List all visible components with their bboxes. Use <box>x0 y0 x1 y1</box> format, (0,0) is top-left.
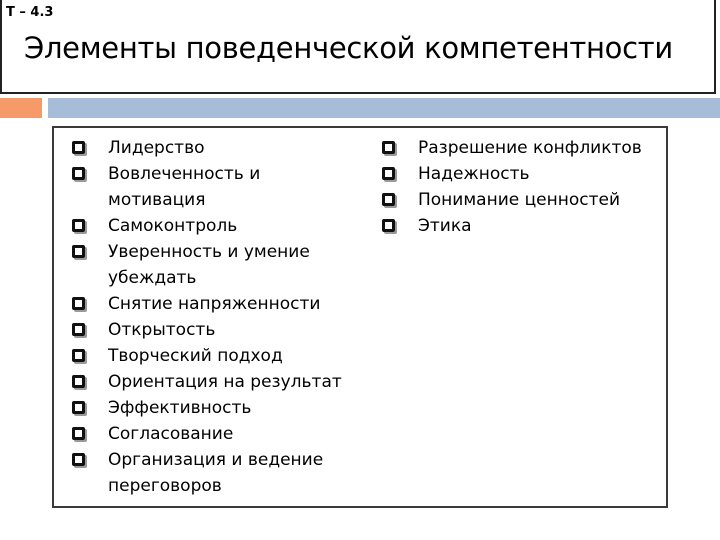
slide-code: T – 4.3 <box>6 5 54 20</box>
checkbox-square-bullet-icon <box>72 427 85 440</box>
list-item-label: Лидерство <box>108 138 205 158</box>
list-item-label: Согласование <box>108 424 234 444</box>
list-item <box>72 369 362 395</box>
list-item <box>72 343 362 369</box>
list-item <box>382 213 667 239</box>
list-item-label: Понимание ценностей <box>418 190 621 210</box>
checkbox-square-bullet-icon <box>72 401 85 414</box>
slide-title: Элементы поведенческой компетентности <box>24 31 673 65</box>
list-item <box>72 161 362 213</box>
list-item-label: Снятие напряженности <box>108 294 321 314</box>
list-item <box>72 135 362 161</box>
checkbox-square-bullet-icon <box>382 141 395 154</box>
left-competency-list <box>72 135 362 499</box>
checkbox-square-bullet-icon <box>72 323 85 336</box>
title-frame-edge <box>0 0 2 94</box>
checkbox-square-bullet-icon <box>72 297 85 310</box>
checkbox-square-bullet-icon <box>72 245 85 258</box>
list-item <box>382 161 667 187</box>
checkbox-square-bullet-icon <box>382 167 395 180</box>
list-item-label: Разрешение конфликтов <box>418 138 642 158</box>
accent-bar <box>48 98 720 118</box>
list-item-label: Этика <box>418 216 472 236</box>
list-item <box>72 213 362 239</box>
list-item <box>382 135 667 161</box>
list-item <box>72 291 362 317</box>
checkbox-square-bullet-icon <box>72 167 85 180</box>
checkbox-square-bullet-icon <box>72 349 85 362</box>
list-item <box>72 447 362 499</box>
checkbox-square-bullet-icon <box>72 375 85 388</box>
list-item-label: Творческий подход <box>108 346 283 366</box>
list-item <box>72 395 362 421</box>
list-item-label: Вовлеченность и мотивация <box>108 164 261 210</box>
list-item <box>72 239 362 291</box>
list-item <box>72 421 362 447</box>
checkbox-square-bullet-icon <box>72 453 85 466</box>
accent-square <box>0 98 42 118</box>
right-competency-list <box>382 135 667 239</box>
list-item-label: Уверенность и умение убеждать <box>108 242 310 288</box>
list-item <box>382 187 667 213</box>
checkbox-square-bullet-icon <box>382 219 395 232</box>
list-item-label: Самоконтроль <box>108 216 238 236</box>
checkbox-square-bullet-icon <box>382 193 395 206</box>
list-item-label: Надежность <box>418 164 530 184</box>
list-item-label: Ориентация на результат <box>108 372 342 392</box>
list-item <box>72 317 362 343</box>
checkbox-square-bullet-icon <box>72 219 85 232</box>
list-item-label: Открытость <box>108 320 216 340</box>
list-item-label: Эффективность <box>108 398 252 418</box>
checkbox-square-bullet-icon <box>72 141 85 154</box>
list-item-label: Организация и ведение переговоров <box>108 450 324 496</box>
